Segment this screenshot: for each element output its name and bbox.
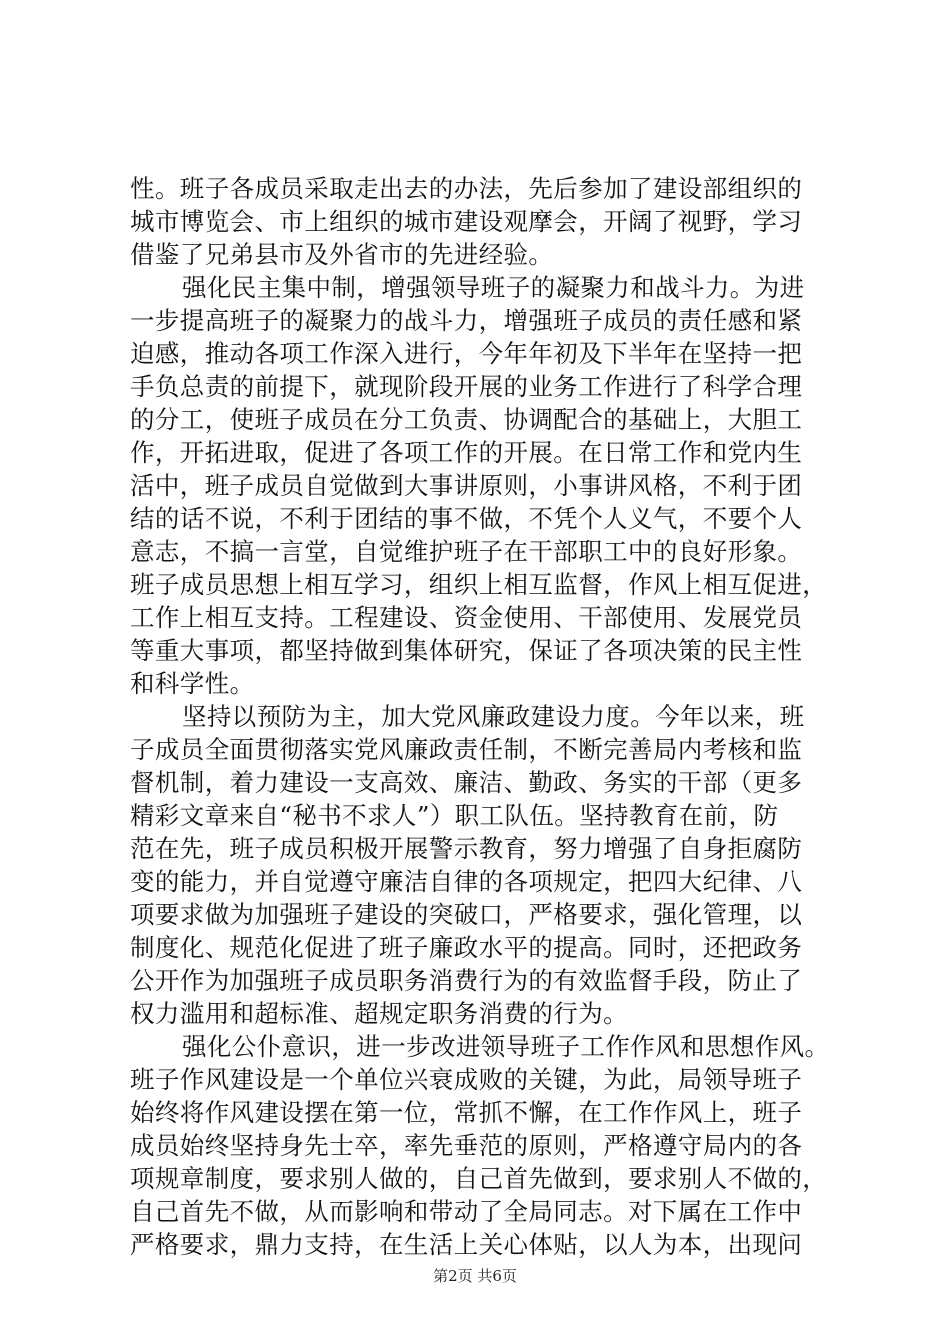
text-line: 变的能力，并自觉遵守廉洁自律的各项规定，把四大纪律、八 — [130, 867, 803, 896]
text-line: 权力滥用和超标准、超规定职务消费的行为。 — [130, 999, 628, 1028]
text-line: 精彩文章来自“秘书不求人”）职工队伍。坚持教育在前，防 — [130, 801, 779, 830]
text-line: 公开作为加强班子成员职务消费行为的有效监督手段，防止了 — [130, 966, 803, 995]
text-line: 迫感，推动各项工作深入进行，今年年初及下半年在坚持一把 — [130, 339, 803, 368]
text-line: 活中，班子成员自觉做到大事讲原则，小事讲风格，不利于团 — [130, 471, 803, 500]
text-line: 的分工，使班子成员在分工负责、协调配合的基础上，大胆工 — [130, 405, 803, 434]
text-line: 项规章制度，要求别人做的，自己首先做到，要求别人不做的， — [130, 1164, 828, 1193]
text-line: 制度化、规范化促进了班子廉政水平的提高。同时，还把政务 — [130, 933, 803, 962]
paragraph-first-line: 强化民主集中制，增强领导班子的凝聚力和战斗力。为进 — [182, 273, 805, 302]
text-line: 班子作风建设是一个单位兴衰成败的关键，为此，局领导班子 — [130, 1065, 803, 1094]
text-line: 意志，不搞一言堂，自觉维护班子在干部职工中的良好形象。 — [130, 537, 803, 566]
text-line: 和科学性。 — [130, 669, 255, 698]
text-line: 范在先，班子成员积极开展警示教育，努力增强了自身拒腐防 — [130, 834, 803, 863]
paragraph-first-line: 强化公仆意识，进一步改进领导班子工作作风和思想作风。 — [182, 1032, 830, 1061]
text-line: 结的话不说，不利于团结的事不做，不凭个人义气，不要个人 — [130, 504, 803, 533]
text-line: 借鉴了兄弟县市及外省市的先进经验。 — [130, 240, 554, 269]
text-line: 始终将作风建设摆在第一位，常抓不懈，在工作作风上，班子 — [130, 1098, 803, 1127]
paragraph-first-line: 坚持以预防为主，加大党风廉政建设力度。今年以来，班 — [182, 702, 805, 731]
text-line: 一步提高班子的凝聚力的战斗力，增强班子成员的责任感和紧 — [130, 306, 803, 335]
text-line: 工作上相互支持。工程建设、资金使用、干部使用、发展党员 — [130, 603, 803, 632]
text-line: 子成员全面贯彻落实党风廉政责任制，不断完善局内考核和监 — [130, 735, 803, 764]
document-body — [130, 172, 830, 1261]
text-line: 自己首先不做，从而影响和带动了全局同志。对下属在工作中 — [130, 1197, 803, 1226]
text-line: 城市博览会、市上组织的城市建设观摩会，开阔了视野，学习 — [130, 207, 803, 236]
page-footer: 第2页 共6页 — [433, 1267, 517, 1285]
text-line: 班子成员思想上相互学习，组织上相互监督，作风上相互促进， — [130, 570, 828, 599]
text-line: 性。班子各成员采取走出去的办法，先后参加了建设部组织的 — [130, 174, 803, 203]
text-line: 督机制，着力建设一支高效、廉洁、勤政、务实的干部（更多 — [130, 768, 803, 797]
text-line: 严格要求，鼎力支持，在生活上关心体贴，以人为本，出现问 — [130, 1230, 803, 1259]
text-line: 项要求做为加强班子建设的突破口，严格要求，强化管理，以 — [130, 900, 803, 929]
text-line: 成员始终坚持身先士卒，率先垂范的原则，严格遵守局内的各 — [130, 1131, 803, 1160]
text-line: 作，开拓进取，促进了各项工作的开展。在日常工作和党内生 — [130, 438, 803, 467]
text-line: 等重大事项，都坚持做到集体研究，保证了各项决策的民主性 — [130, 636, 803, 665]
text-line: 手负总责的前提下，就现阶段开展的业务工作进行了科学合理 — [130, 372, 803, 401]
